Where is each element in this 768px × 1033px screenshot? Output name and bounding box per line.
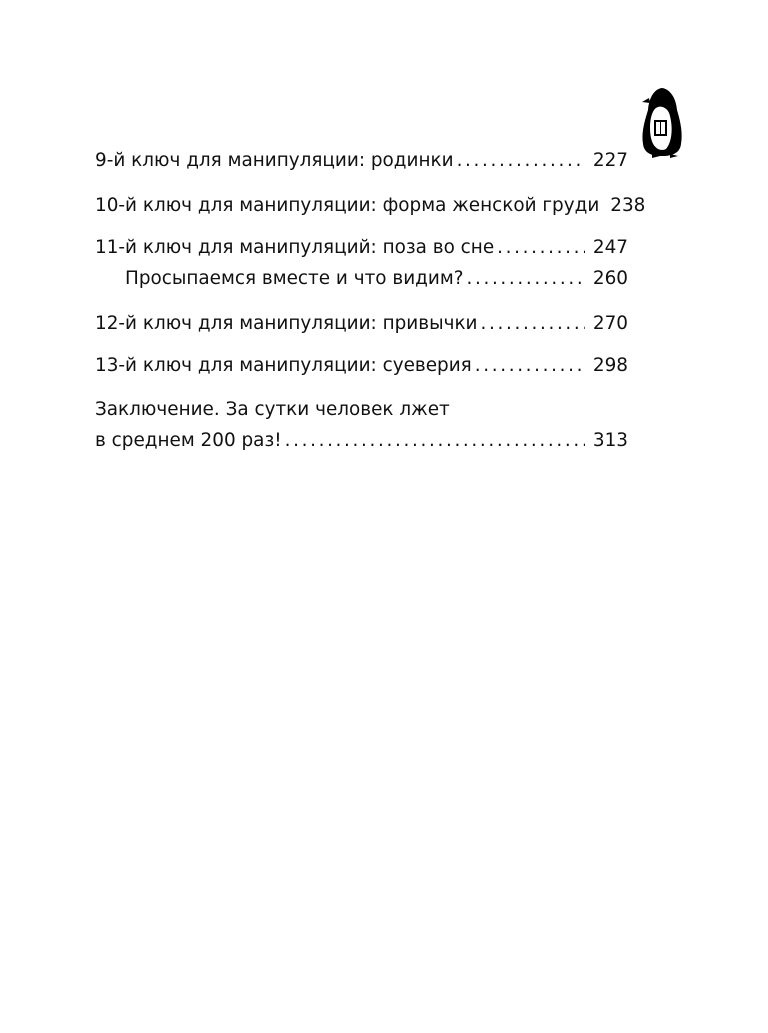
toc-entry: [95, 353, 628, 379]
toc-entry-page: 247: [592, 237, 628, 258]
toc-entry-title: 13-й ключ для манипуляции: суеверия: [95, 355, 472, 376]
toc-entry-page: 260: [592, 268, 628, 289]
toc-entry-page: 227: [592, 150, 628, 171]
toc-leader-dots: [478, 311, 585, 337]
toc-entry-page: 238: [610, 195, 646, 216]
toc-entry: [95, 235, 628, 261]
toc-entry-first-line: [95, 397, 628, 423]
toc-entry-page: 313: [592, 430, 628, 451]
toc-leader-dots: [463, 266, 584, 292]
toc-entry: [95, 311, 628, 337]
toc-entry-title: в среднем 200 раз!: [95, 430, 282, 451]
toc-entry-title: Заключение. За сутки человек лжет: [95, 399, 450, 420]
toc-entry-title: 11-й ключ для манипуляций: поза во сне: [95, 237, 495, 258]
toc-entry-title: 12-й ключ для манипуляции: привычки: [95, 313, 478, 334]
toc-entry-title: Просыпаемся вместе и что видим?: [125, 268, 464, 289]
toc-entry: [95, 428, 628, 454]
toc-entry-page: 298: [592, 355, 628, 376]
publisher-logo: [640, 86, 684, 158]
toc-entry: [95, 148, 628, 174]
toc-leader-dots: [282, 428, 585, 454]
toc-entry-title: 9-й ключ для манипуляции: родинки: [95, 150, 454, 171]
toc-leader-dots: [472, 353, 585, 379]
toc-entry-title: 10-й ключ для манипуляции: форма женской груди: [95, 195, 600, 216]
toc-entry: [95, 193, 646, 219]
toc-leader-dots: [454, 148, 585, 174]
toc-subentry: [125, 266, 628, 292]
toc-leader-dots: [494, 235, 585, 261]
penguin-icon: [640, 86, 684, 158]
toc-entry-page: 270: [592, 313, 628, 334]
